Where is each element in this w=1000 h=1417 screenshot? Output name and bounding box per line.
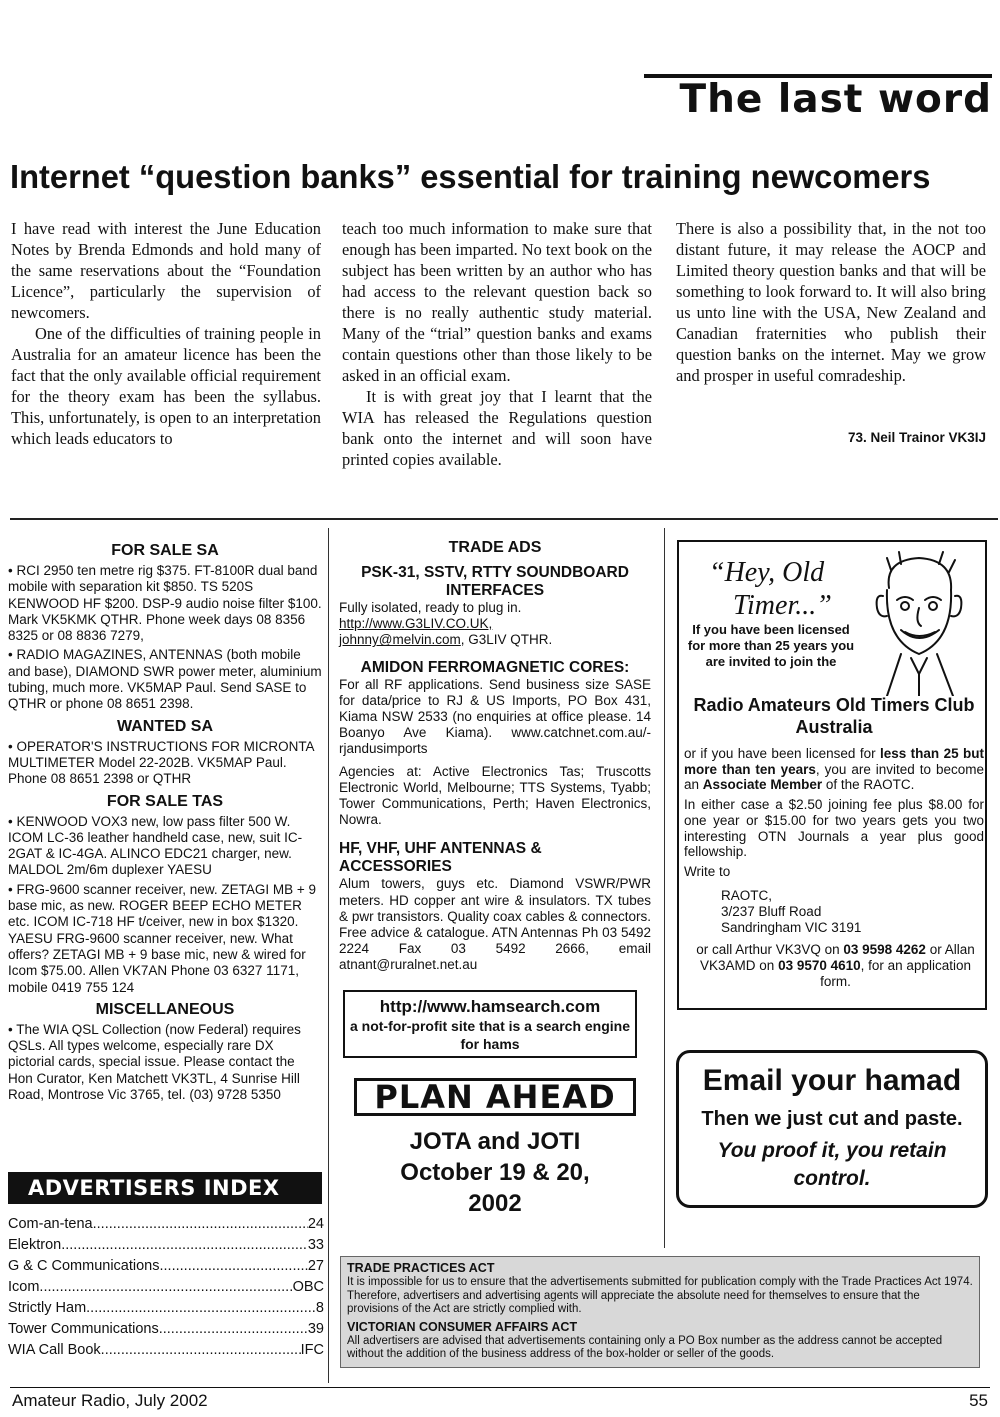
jota-date: October 19 & 20, [400,1159,590,1186]
letter-paragraph: There is also a possibility that, in the not too distant future, it may release the AOCP and Limited theory question banks and that will be something to look forward to. It will also bring us unto line with the USA, New Zealand and Canadian fraternities who publish their question banks on the internet. May we grow and prosper in useful comradeship. [676,219,986,385]
letter-paragraph: I have read with interest the June Education Notes by Brenda Edmonds and hold many of the same reservations about the “Foundation Licence”, particularly the supervision of newcomers. [11,219,321,322]
hamsearch-description: a not-for-profit site that is a search engine for hams [349,1018,631,1052]
classified-item: • RCI 2950 ten metre rig $375. FT-8100R dual band mobile with separation kit $850. TS 520S KENWOOD HF $200. DSP-9 audio noise filter $100. Mark VK5KMK QTHR. Phone week days 08 8356 8325 or 08 8836 7279, [8,563,322,644]
psk-ad-title: PSK-31, SSTV, RTTY SOUNDBOARD INTERFACES [361,564,629,599]
email-hamad-line: Then we just cut and paste. [701,1108,963,1130]
article-headline: Internet “question banks” essential for training newcomers [10,158,931,195]
raotc-quote-line: “Hey, Old [709,557,825,588]
raotc-intro: If you have been licensed for more than 25 years you are invited to join the [687,622,855,669]
consumer-affairs-heading: VICTORIAN CONSUMER AFFAIRS ACT [347,1319,578,1334]
letter-column-2 [342,218,652,470]
advertiser-entry [8,1340,324,1361]
classified-item: • The WIA QSL Collection (now Federal) requires QSLs. All types welcome, especially rare DX pictorial cards, special issue. Please contact the Hon Curator, Ken Matchett VK3TL, 4 Sunrise Hill Road, Montrose Vic 3765, tel. (03) 9728 5350 [8,1021,301,1103]
raotc-text-bold: Associate Member [702,777,823,793]
leader-dots [101,1340,301,1361]
leader-dots [159,1319,308,1340]
classified-heading: MISCELLANEOUS [95,1000,235,1018]
raotc-address-line: RAOTC, [721,888,773,903]
letter-paragraph: One of the difficulties of training people in Australia for an amateur licence has been the fact that the only available official requirement for the theory exam has been the syllabus. This, unfortunately, is open to an interpretation which leads educators to [11,324,321,448]
plan-ahead-banner: PLAN AHEAD [354,1078,636,1116]
raotc-quote [709,556,832,622]
raotc-paragraph: In either case a $2.50 joining fee plus $8.00 for one year or $15.00 for two years gets you two interesting OTN Journals a year plus good fellowship. [684,797,984,860]
classified-item: • RADIO MAGAZINES, ANTENNAS (both mobile and base), DIAMOND SWR power meter, aluminium tubing, much more. VK5MAP Paul. Send SASE to QTHR or phone 08 8651 2398. [8,647,322,712]
footer-rule [10,1387,990,1388]
raotc-text: or call Arthur VK3VQ on [696,942,844,957]
raotc-address-line: 3/237 Bluff Road [721,904,822,919]
advertiser-page: 27 [307,1258,324,1274]
advertiser-page: OBC [292,1279,324,1295]
column-divider [328,528,329,1383]
advertiser-name: G & C Communications [8,1258,160,1274]
advertiser-entry [8,1319,324,1340]
raotc-write-to: Write to [684,863,731,879]
raotc-text: of the RAOTC. [822,777,915,793]
raotc-text: or Allan VK3AMD on [700,942,975,973]
raotc-address [701,888,971,936]
psk-ad-line: Fully isolated, ready to plug in. [339,600,522,615]
advertiser-entry [8,1277,324,1298]
advertiser-name: Strictly Ham [8,1300,87,1316]
advertisers-index-list [8,1214,324,1361]
letter-signature: 73. Neil Trainor VK3IJ [847,430,986,445]
advertiser-name: Elektron [8,1237,62,1253]
letter-column-3 [676,218,986,386]
trade-ads-column [339,538,651,974]
letter-column-1 [11,218,321,449]
psk-ad-contact: , G3LIV QTHR. [460,632,553,648]
hamsearch-url[interactable]: http://www.hamsearch.com [379,997,601,1016]
page-number: 55 [969,1391,988,1410]
classified-item: • KENWOOD VOX3 new, low pass filter 500 W. ICOM LC-36 leather handheld case, new, suit IC-2GAT & IC-4GA. ALINCO EDC21 charger, new. MALDOL 2m/6m duplexer YAESU [8,813,303,878]
raotc-paragraph [684,746,984,793]
amidon-ad-agencies: Agencies at: Active Electronics Tas; Truscotts Electronic World, Melbourne; TTS Systems, Tyabb; Tower Communications, Perth; Haven Electronics, Nowra. [339,763,651,828]
advertiser-entry [8,1214,324,1235]
trade-practices-text: It is impossible for us to ensure that the advertisements submitted for publication comply with the Trade Practices Act 1974. Therefore, advertisers and advertising agents will appreciate the absolute need for themselves to ensure that the provisions of the Act are strictly complied with. [347,1276,973,1315]
raotc-club-name: Radio Amateurs Old Timers Club Australia [693,695,975,737]
advertiser-page: 33 [307,1237,324,1253]
trade-practices-heading: TRADE PRACTICES ACT [347,1261,495,1275]
raotc-phone: 03 9598 4262 [843,942,926,957]
amidon-ad-text: For all RF applications. Send business size SASE for data/price to RJ & US Imports, PO Box 431, Kiama NSW 2533 (no enquiries at office please. 14 Boanyo Ave Kiama). www.catchnet.com.au/-rjandusimports [339,676,651,757]
letter-paragraph: teach too much information to make sure that enough has been imparted. No text book on the subject has been written by an author who has had access to the relevant question back so there is no really authentic study material. Many of the “trial” question banks and exams contain questions other than those likely to be asked in an official exam. [342,219,652,385]
letter-paragraph: It is with great joy that I learnt that the WIA has released the Regulations question bank onto the internet and will soon have printed copies available. [342,387,652,469]
antennas-ad-title: HF, VHF, UHF ANTENNAS & ACCESSORIES [339,840,542,876]
classified-item: • FRG-9600 scanner receiver, new. ZETAGI MB + 9 base mic, as new. ROGER BEEP ECHO METER etc. ICOM IC-718 HF t/ceiver, new in box $1320. YAESU FRG-9600 scanner receiver, new. What offers? ZETAGI MB + 9 base mic, new & wired for Icom $75.00. Allen VK7AN Phone 03 6327 1171, mobile 0419 755 124 [8,881,316,995]
advertiser-name: Icom [8,1279,40,1295]
amidon-ad-title: AMIDON FERROMAGNETIC CORES: [360,658,630,676]
psk-ad-email-link[interactable]: johnny@melvin.com [339,632,461,648]
leader-dots [160,1256,308,1277]
email-hamad-box [676,1050,988,1208]
advertiser-page: 8 [315,1300,324,1316]
raotc-text: , for an application form. [820,958,971,989]
jota-notice [340,1126,650,1219]
advertiser-name: WIA Call Book [8,1342,101,1358]
classified-heading: FOR SALE SA [111,542,219,559]
advertisers-index-title: ADVERTISERS INDEX [8,1172,322,1204]
leader-dots [61,1235,308,1256]
advertiser-entry [8,1298,324,1319]
jota-year: 2002 [468,1190,522,1217]
advertiser-name: Com-an-tena [8,1216,93,1232]
publication-info: Amateur Radio, July 2002 [12,1391,208,1410]
email-hamad-line: You proof it, you retain control. [717,1139,947,1190]
trade-ads-heading: TRADE ADS [448,539,542,556]
advertiser-page: 24 [307,1216,324,1232]
classified-heading: WANTED SA [117,717,213,735]
column-divider [664,528,665,1248]
classified-heading: FOR SALE TAS [106,792,224,810]
trade-practices-notice [340,1256,980,1368]
raotc-phone: 03 9570 4610 [778,958,861,973]
leader-dots [93,1214,308,1235]
raotc-body [684,746,984,884]
raotc-text-bold: less than 25 but more than ten years [684,746,984,777]
section-divider [10,518,998,520]
advertiser-entry [8,1235,324,1256]
raotc-text: or if you have been licensed for [684,746,880,761]
advertiser-name: Tower Communications [8,1321,159,1337]
raotc-advert [677,540,987,1010]
leader-dots [86,1298,316,1319]
advertiser-page: IFC [300,1342,324,1358]
antennas-ad-text: Alum towers, guys etc. Diamond VSWR/PWR meters. HD copper ant wire & insulators. TX tubes & pwr transistors. Quality coax cables & connectors. Free advice & catalogue. ATN Antennas Ph 03 5492 2224 Fax 03 5492 2666, email atnant@ruralnet.net.au [339,876,651,973]
raotc-call [693,942,978,990]
email-hamad-title: Email your hamad [702,1064,962,1097]
classifieds-column [8,537,322,1106]
raotc-quote-line: Timer...” [733,590,832,621]
classified-item: • OPERATOR'S INSTRUCTIONS FOR MICRONTA MULTIMETER Model 22-202B. VK5MAP Paul. Phone 08 8651 2398 or QTHR [8,738,314,787]
leader-dots [39,1277,292,1298]
advertiser-entry [8,1256,324,1277]
jota-title: JOTA and JOTI [409,1128,581,1155]
raotc-address-line: Sandringham VIC 3191 [721,920,862,935]
hamsearch-ad [343,990,637,1058]
section-title: The last word [679,77,992,122]
raotc-text: , you are invited to become an [684,761,985,793]
old-timer-caricature [861,550,979,700]
consumer-affairs-text: All advertisers are advised that advertisements containing only a PO Box number as the address cannot be accepted without the addition of the business address of the box-holder or seller of the goods. [347,1334,943,1360]
psk-ad-website-link[interactable]: http://www.G3LIV.CO.UK, [339,616,493,632]
advertiser-page: 39 [307,1321,324,1337]
